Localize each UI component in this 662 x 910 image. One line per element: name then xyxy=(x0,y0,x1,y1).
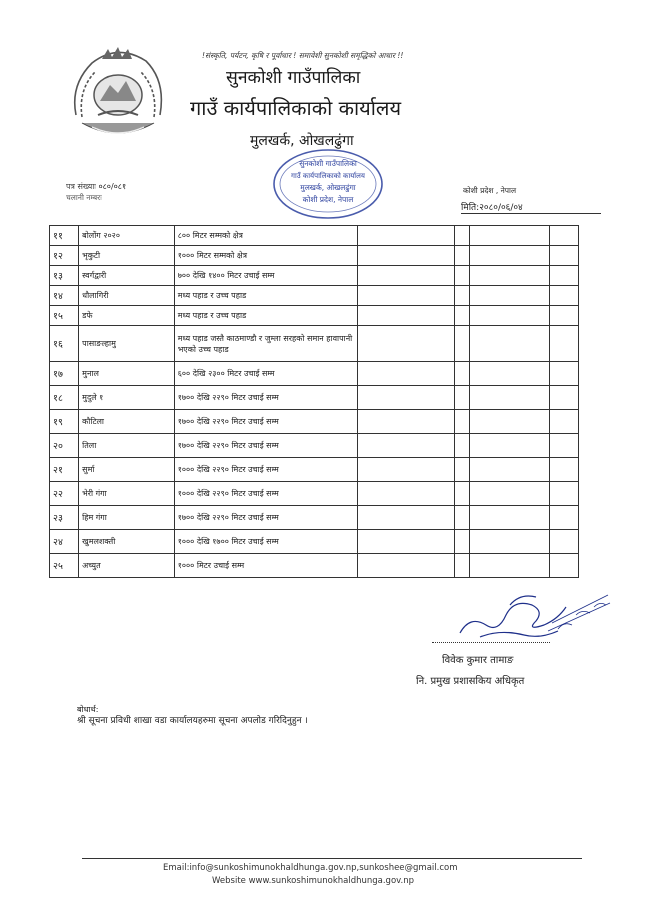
table-row xyxy=(50,326,579,362)
empty-cell xyxy=(549,306,578,326)
table-row xyxy=(50,362,579,386)
row-serial-number: ११ xyxy=(50,226,79,246)
row-serial-number: १४ xyxy=(50,286,79,306)
empty-cell xyxy=(549,386,578,410)
row-description: १००० मिटर उचाई सम्म xyxy=(174,554,357,578)
empty-cell xyxy=(470,326,549,362)
empty-cell xyxy=(455,410,470,434)
row-serial-number: २० xyxy=(50,434,79,458)
row-description: मध्य पहाड र उच्च पहाड xyxy=(174,286,357,306)
table-row xyxy=(50,410,579,434)
empty-cell xyxy=(549,410,578,434)
empty-cell xyxy=(549,326,578,362)
row-name: बोलोंग २०२० xyxy=(79,226,175,246)
footer-rule xyxy=(82,858,582,859)
empty-cell xyxy=(470,306,549,326)
letter-date xyxy=(461,200,523,213)
table-row xyxy=(50,386,579,410)
empty-cell xyxy=(357,362,455,386)
row-name: भेरी गंगा xyxy=(79,482,175,506)
row-description: ७०० देखि १४०० मिटर उचाई सम्म xyxy=(174,266,357,286)
empty-cell xyxy=(549,362,578,386)
signature-icon xyxy=(440,585,615,645)
row-description: मध्य पहाड र उच्च पहाड xyxy=(174,306,357,326)
row-description: १००० देखि २२९० मिटर उचाई सम्म xyxy=(174,458,357,482)
stamp-line: कोशी प्रदेश, नेपाल xyxy=(302,195,354,204)
office-stamp xyxy=(272,148,384,220)
empty-cell xyxy=(549,482,578,506)
row-serial-number: १५ xyxy=(50,306,79,326)
dispatch-number-label: चलानी नम्बरः xyxy=(66,193,102,202)
empty-cell xyxy=(455,506,470,530)
table-row xyxy=(50,306,579,326)
date-value: २०८०/०६/०४ xyxy=(479,203,523,213)
table-row xyxy=(50,226,579,246)
row-name: हिम गंगा xyxy=(79,506,175,530)
empty-cell xyxy=(357,434,455,458)
row-description: १००० देखि १७०० मिटर उचाई सम्म xyxy=(174,530,357,554)
footer-website: Website www.sunkoshimunokhaldhunga.gov.np xyxy=(212,876,415,886)
empty-cell xyxy=(357,506,455,530)
row-serial-number: २३ xyxy=(50,506,79,530)
empty-cell xyxy=(357,530,455,554)
table-row xyxy=(50,506,579,530)
empty-cell xyxy=(470,434,549,458)
empty-cell xyxy=(455,226,470,246)
empty-cell xyxy=(470,530,549,554)
row-description: मध्य पहाड जस्तै काठमाण्डौ र जुम्ला सरहको समान हावापानी भएको उच्च पहाड xyxy=(174,326,357,362)
signature-line xyxy=(432,642,550,643)
table-row xyxy=(50,554,579,578)
table-row xyxy=(50,458,579,482)
row-serial-number: १९ xyxy=(50,410,79,434)
empty-cell xyxy=(470,246,549,266)
empty-cell xyxy=(470,506,549,530)
empty-cell xyxy=(549,226,578,246)
empty-cell xyxy=(455,266,470,286)
row-name: स्वर्गद्वारी xyxy=(79,266,175,286)
empty-cell xyxy=(357,326,455,362)
row-serial-number: २५ xyxy=(50,554,79,578)
empty-cell xyxy=(455,326,470,362)
row-name: पासाङल्हामु xyxy=(79,326,175,362)
empty-cell xyxy=(470,482,549,506)
row-name: तिला xyxy=(79,434,175,458)
stamp-line: मुलखर्क, ओखलढुंगा xyxy=(300,183,356,192)
empty-cell xyxy=(357,482,455,506)
table-row xyxy=(50,266,579,286)
empty-cell xyxy=(470,410,549,434)
empty-cell xyxy=(455,554,470,578)
empty-cell xyxy=(549,554,578,578)
row-name: सुर्मा xyxy=(79,458,175,482)
row-description: १७०० देखि २२९० मिटर उचाई सम्म xyxy=(174,386,357,410)
province-label: कोशी प्रदेश , नेपाल xyxy=(463,186,517,195)
signatory-name: विवेक कुमार तामाङ xyxy=(442,655,514,666)
row-serial-number: २१ xyxy=(50,458,79,482)
row-description: ६०० देखि २३०० मिटर उचाई सम्म xyxy=(174,362,357,386)
empty-cell xyxy=(357,286,455,306)
row-serial-number: १३ xyxy=(50,266,79,286)
empty-cell xyxy=(549,458,578,482)
row-description: १००० मिटर सम्मको क्षेत्र xyxy=(174,246,357,266)
tagline: !संस्कृति, पर्यटन, कृषि र पूर्वाधार ! समावेशी सुनकोशी समृद्धिको आधार !! xyxy=(202,51,404,60)
fyi-text: श्री सूचना प्रविधी शाखा वडा कार्यालयहरुमा सूचना अपलोड गरिदिनुहुन । xyxy=(77,716,308,726)
empty-cell xyxy=(455,458,470,482)
empty-cell xyxy=(357,246,455,266)
climate-zone-table xyxy=(49,225,579,578)
row-description: १००० देखि २२९० मिटर उचाई सम्म xyxy=(174,482,357,506)
empty-cell xyxy=(470,226,549,246)
row-serial-number: २४ xyxy=(50,530,79,554)
date-label: मिति: xyxy=(461,203,480,213)
empty-cell xyxy=(455,306,470,326)
stamp-line: गाउँ कार्यपालिकाको कार्यालय xyxy=(291,172,365,180)
row-description: १७०० देखि २२९० मिटर उचाई सम्म xyxy=(174,434,357,458)
empty-cell xyxy=(357,458,455,482)
row-name: मुनाल xyxy=(79,362,175,386)
empty-cell xyxy=(549,530,578,554)
empty-cell xyxy=(470,286,549,306)
empty-cell xyxy=(470,266,549,286)
row-description: १७०० देखि २२९० मिटर उचाई सम्म xyxy=(174,506,357,530)
letter-number-label: पत्र संख्याः xyxy=(66,182,96,191)
signatory-title: नि. प्रमुख प्रशासकिय अधिकृत xyxy=(416,676,525,687)
empty-cell xyxy=(549,286,578,306)
empty-cell xyxy=(357,386,455,410)
empty-cell xyxy=(470,362,549,386)
table-row xyxy=(50,246,579,266)
table-row xyxy=(50,530,579,554)
table-row xyxy=(50,482,579,506)
empty-cell xyxy=(549,266,578,286)
empty-cell xyxy=(549,434,578,458)
letter-number-value: ०८०/०८१ xyxy=(98,182,127,191)
row-description: ८०० मिटर सम्मको क्षेत्र xyxy=(174,226,357,246)
empty-cell xyxy=(549,506,578,530)
row-name: अच्युत xyxy=(79,554,175,578)
row-name: धौलागिरी xyxy=(79,286,175,306)
empty-cell xyxy=(455,530,470,554)
empty-cell xyxy=(455,286,470,306)
empty-cell xyxy=(455,434,470,458)
row-serial-number: १२ xyxy=(50,246,79,266)
row-serial-number: १८ xyxy=(50,386,79,410)
row-name: डफे xyxy=(79,306,175,326)
row-serial-number: १६ xyxy=(50,326,79,362)
empty-cell xyxy=(455,386,470,410)
letter-number xyxy=(66,181,126,192)
row-name: भृकुटी xyxy=(79,246,175,266)
council-title: गाउँ कार्यपालिकाको कार्यालय xyxy=(190,96,402,120)
empty-cell xyxy=(357,306,455,326)
empty-cell xyxy=(357,554,455,578)
empty-cell xyxy=(357,226,455,246)
empty-cell xyxy=(455,362,470,386)
row-name: कौटिला xyxy=(79,410,175,434)
empty-cell xyxy=(455,246,470,266)
table-row xyxy=(50,286,579,306)
fyi-label: बोधार्थ: xyxy=(77,705,99,714)
row-name: खुमलशक्ती xyxy=(79,530,175,554)
row-description: १७०० देखि २२९० मिटर उचाई सम्म xyxy=(174,410,357,434)
empty-cell xyxy=(357,266,455,286)
row-name: मुदुले १ xyxy=(79,386,175,410)
empty-cell xyxy=(470,458,549,482)
footer-email: Email:info@sunkoshimunokhaldhunga.gov.np,sunkoshee@gmail.com xyxy=(163,863,458,873)
empty-cell xyxy=(470,386,549,410)
empty-cell xyxy=(455,482,470,506)
date-underline xyxy=(461,213,601,214)
row-serial-number: २२ xyxy=(50,482,79,506)
table-row xyxy=(50,434,579,458)
office-address: मुलखर्क, ओखलढुंगा xyxy=(250,133,354,149)
nepal-emblem-icon xyxy=(62,45,174,145)
office-name: सुनकोशी गाउँपालिका xyxy=(226,68,361,88)
empty-cell xyxy=(357,410,455,434)
stamp-line: सुनकोशी गाउँपालिका xyxy=(299,159,357,168)
row-serial-number: १७ xyxy=(50,362,79,386)
empty-cell xyxy=(470,554,549,578)
empty-cell xyxy=(549,246,578,266)
